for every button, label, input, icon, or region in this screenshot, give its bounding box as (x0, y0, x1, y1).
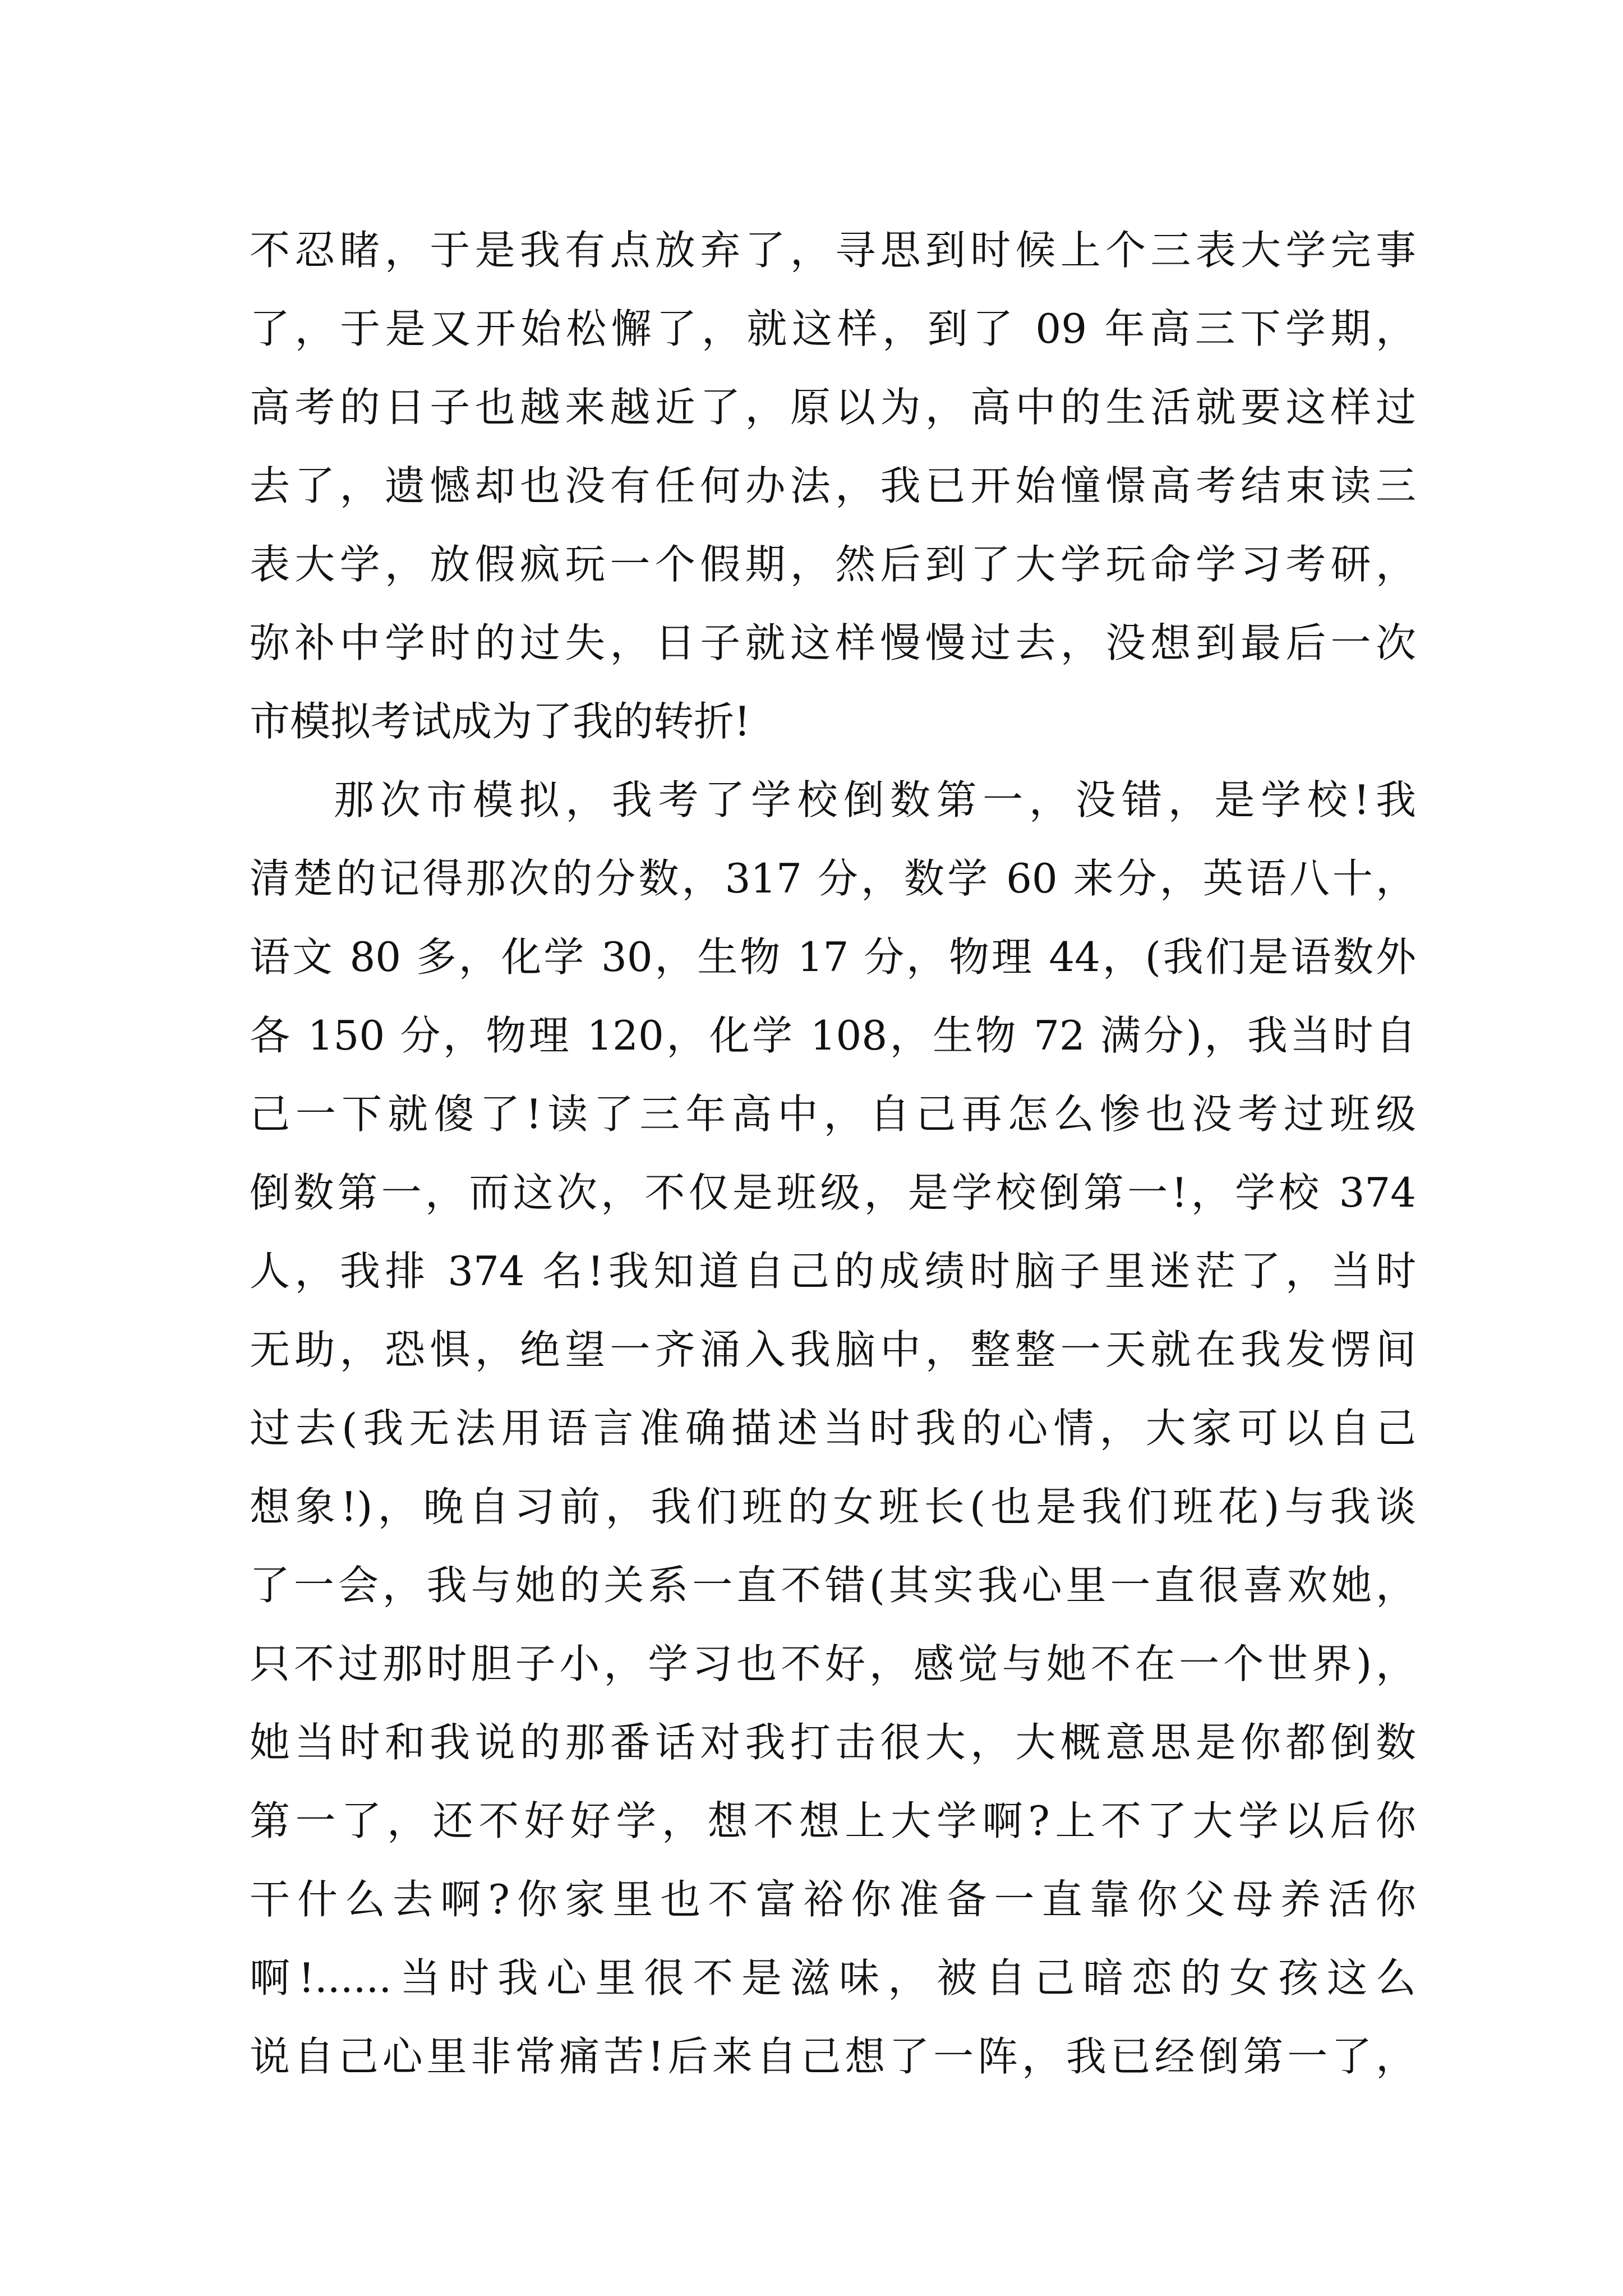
text-line: 各 150 分，物理 120，化学 108，生物 72 满分)，我当时自 (250, 1012, 1416, 1059)
text-line: 了，于是又开始松懈了，就这样，到了 09 年高三下学期， (250, 305, 1416, 352)
text-line: 了一会，我与她的关系一直不错(其实我心里一直很喜欢她， (250, 1562, 1416, 1609)
text-line: 倒数第一，而这次，不仅是班级，是学校倒第一!，学校 374 (250, 1169, 1416, 1216)
text-line: 想象!)，晚自习前，我们班的女班长(也是我们班花)与我谈 (250, 1483, 1416, 1530)
text-line: 过去(我无法用语言准确描述当时我的心情，大家可以自己 (250, 1405, 1416, 1452)
text-line: 只不过那时胆子小，学习也不好，感觉与她不在一个世界)， (250, 1640, 1416, 1687)
text-line: 己一下就傻了!读了三年高中，自己再怎么惨也没考过班级 (250, 1091, 1416, 1138)
text-line: 高考的日子也越来越近了，原以为，高中的生活就要这样过 (250, 384, 1416, 431)
text-line: 市模拟考试成为了我的转折! (250, 698, 750, 745)
paragraph-1 (250, 211, 1416, 761)
text-line: 第一了，还不好好学，想不想上大学啊?上不了大学以后你 (250, 1797, 1416, 1844)
text-line: 去了，遗憾却也没有任何办法，我已开始憧憬高考结束读三 (250, 462, 1416, 509)
text-line: 人，我排 374 名!我知道自己的成绩时脑子里迷茫了，当时 (250, 1248, 1416, 1295)
text-line: 语文 80 多，化学 30，生物 17 分，物理 44，(我们是语数外 (250, 933, 1416, 981)
text-line: 无助，恐惧，绝望一齐涌入我脑中，整整一天就在我发愣间 (250, 1326, 1416, 1373)
body-text (250, 211, 1416, 2096)
text-line: 干什么去啊?你家里也不富裕你准备一直靠你父母养活你 (250, 1876, 1416, 1923)
text-line: 那次市模拟，我考了学校倒数第一，没错，是学校!我 (334, 776, 1416, 823)
text-line: 弥补中学时的过失，日子就这样慢慢过去，没想到最后一次 (250, 619, 1416, 666)
text-line: 说自己心里非常痛苦!后来自己想了一阵，我已经倒第一了， (250, 2033, 1416, 2080)
text-line: 她当时和我说的那番话对我打击很大，大概意思是你都倒数 (250, 1719, 1416, 1766)
text-line: 清楚的记得那次的分数，317 分，数学 60 来分，英语八十， (250, 855, 1416, 902)
text-line: 表大学，放假疯玩一个假期，然后到了大学玩命学习考研， (250, 541, 1416, 588)
paragraph-2 (250, 761, 1416, 2096)
text-line: 啊!......当时我心里很不是滋味，被自己暗恋的女孩这么 (250, 1954, 1416, 2001)
text-line: 不忍睹，于是我有点放弃了，寻思到时候上个三表大学完事 (250, 227, 1416, 274)
